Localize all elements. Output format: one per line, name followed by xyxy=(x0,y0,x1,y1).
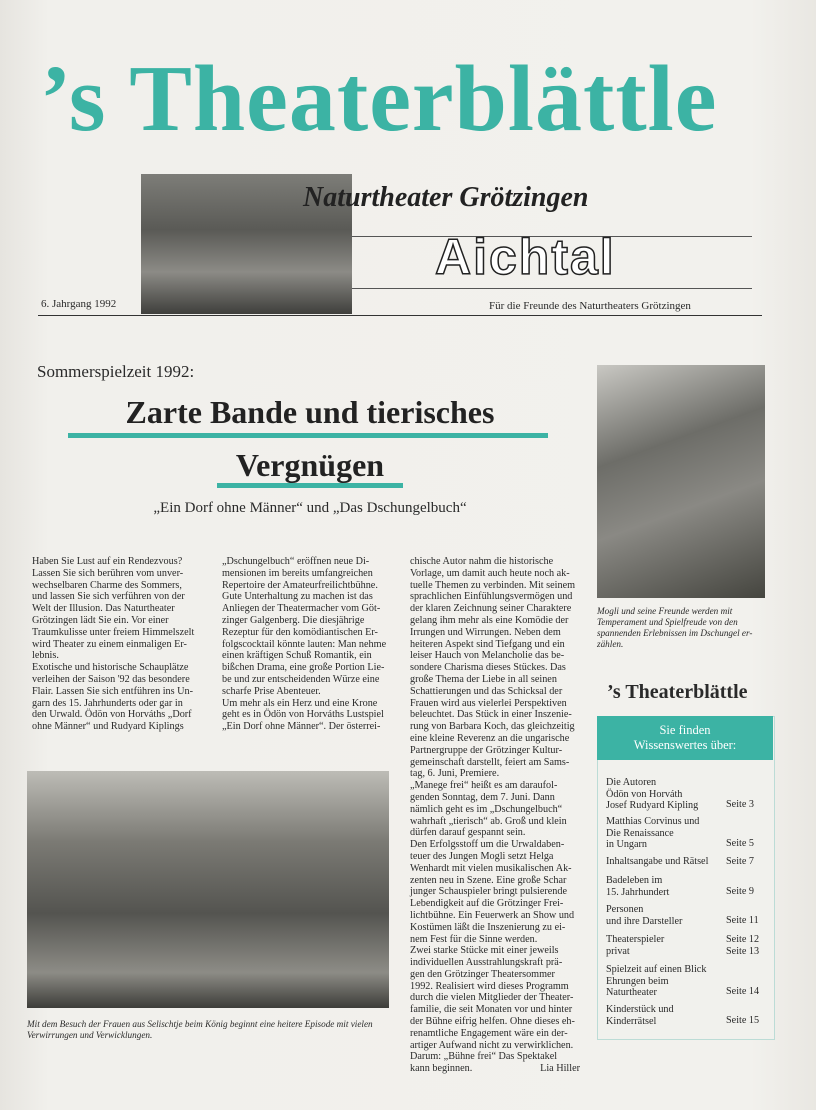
toc-title: Personen und ihre Darsteller xyxy=(606,904,683,927)
text-line: familie, die seit Monaten vor und hinter xyxy=(410,1004,573,1016)
toc-entry xyxy=(606,777,766,817)
text-line: gen den Grötzinger Theatersommer xyxy=(410,968,555,980)
text-line: bißchen Drama, eine große Portion Lie- xyxy=(222,662,385,674)
text-line: chische Autor nahm die historische xyxy=(410,556,554,567)
text-line: Schattierungen und das Schicksal der xyxy=(410,685,563,697)
sidebar-title: ’s Theaterblättle xyxy=(607,681,748,703)
toc-page: Seite 11 xyxy=(726,915,759,926)
stage-caption: Mit dem Besuch der Frauen aus Selischtje beim König beginnt eine heitere Episode mit vielen Verwirrungen und Verwicklungen. xyxy=(27,1019,373,1040)
text-line: Kostümen läßt die Inszenierung zu ei- xyxy=(410,921,566,933)
text-line: Traumkulisse unter freiem Himmelszelt xyxy=(32,626,195,638)
text-line: individuellen Ausstrahlungskraft prä- xyxy=(410,957,563,969)
text-line: tag, 6. Juni, Premiere. xyxy=(410,768,500,780)
text-line: dürfen darauf gespannt sein. xyxy=(410,827,526,839)
text-line: heiteren Aspekt sind Tiefgang und ein xyxy=(410,638,565,650)
text-line: Zwei starke Stücke mit einer jeweils xyxy=(410,945,559,957)
toc-title: Matthias Corvinus und Die Renaissance in Ungarn xyxy=(606,816,700,850)
issue-year: 6. Jahrgang 1992 xyxy=(41,298,117,310)
text-line: Rezeptur für den komödiantischen Er- xyxy=(222,626,378,638)
text-line: „Ein Dorf ohne Männer“. Der österrei- xyxy=(222,721,381,733)
text-line: nem Fest für die Sinne werden. xyxy=(410,933,538,945)
text-line: mensionen im bereits umfangreichen xyxy=(222,567,373,579)
text-line: Anliegen der Theatermacher vom Göt- xyxy=(222,603,381,615)
text-line: be und zur entscheidenden Würze eine xyxy=(222,673,380,685)
toc-page: Seite 5 xyxy=(726,838,755,849)
headline-teal-bar xyxy=(68,433,548,438)
text-line: gemeinschaft darstellt, feiert am Sams- xyxy=(410,756,570,768)
text-line: genden Sonntag, dem 7. Juni. Dann xyxy=(410,791,555,803)
text-line: renamtliche Engagement wäre ein der- xyxy=(410,1027,568,1039)
contents-box-header xyxy=(597,716,773,760)
text-line: Frauen wird aus vielerlei Perspektiven xyxy=(410,697,567,709)
author-name: Lia Hiller xyxy=(540,1063,580,1075)
toc-title: Badeleben im 15. Jahrhundert xyxy=(606,875,670,898)
text-line: junger Schauspieler bringt pulsierende xyxy=(410,886,568,898)
header-rule xyxy=(38,315,762,316)
text-line: wird Theater zu einem einmaligen Er- xyxy=(32,638,187,650)
toc-entry xyxy=(606,904,766,930)
text-line: Den Erfolgsstoff um die Urwaldaben- xyxy=(410,839,565,851)
text-line: lebnis. xyxy=(32,650,59,662)
toc-page: Seite 14 xyxy=(726,986,760,997)
headline-line2: Vergnügen xyxy=(235,447,385,483)
toc-page: Seite 12 Seite 13 xyxy=(726,934,760,957)
article-column-2 xyxy=(222,556,398,733)
article-deck: „Ein Dorf ohne Männer“ und „Das Dschungelbuch“ xyxy=(153,500,467,516)
text-line: scharfe Prise Abenteuer. xyxy=(222,685,321,697)
text-line: wechselbaren Charme des Sommers, xyxy=(32,579,182,591)
text-line: eine kleine Reverenz an die ungarische xyxy=(410,732,570,744)
article-column-1 xyxy=(32,556,208,733)
text-line: Lassen Sie sich berühren vom unver- xyxy=(32,567,184,579)
toc-title: Kinderstück und Kinderrätsel xyxy=(606,1004,674,1027)
text-line: ohne Männer“ und Rudyard Kiplings xyxy=(32,721,184,733)
text-line: sondere Charisma dieses Stückes. Das xyxy=(410,662,566,674)
logo-underline xyxy=(352,288,752,289)
text-line: Lebendigkeit auf die Grötzinger Frei- xyxy=(410,898,564,910)
toc-page: Seite 9 xyxy=(726,886,755,897)
text-line: durch die vielen Mitglieder der Theater- xyxy=(410,992,574,1004)
toc-page: Seite 3 xyxy=(726,799,755,810)
toc-entry xyxy=(606,1004,766,1030)
text-line: Irrungen und Wirrungen. Neben dem xyxy=(410,626,561,638)
text-line: teuer des Jungen Mogli setzt Helga xyxy=(410,850,554,862)
text-line: nämlich geht es im „Dschungelbuch“ xyxy=(410,803,563,815)
text-line: und lassen Sie sich verführen von der xyxy=(32,591,185,603)
text-line: geht es in Ödön von Horváths Lustspiel xyxy=(222,709,384,721)
text-line: Partnergruppe der Grötzinger Kultur- xyxy=(410,744,563,756)
text-line: Grötzingen lädt Sie ein. Vor einer xyxy=(32,614,169,626)
toc-entry xyxy=(606,964,766,1000)
text-line: Exotische und historische Schauplätze xyxy=(32,662,189,674)
text-line: der Bühne eifrig helfen. Ohne dieses eh- xyxy=(410,1016,575,1028)
contents-header-line2: Wissenswertes über: xyxy=(633,738,737,752)
toc-title: Inhaltsangabe und Rätsel xyxy=(606,856,709,867)
text-line: Flair. Lassen Sie sich entführen ins Un- xyxy=(32,685,193,697)
text-line: beleuchtet. Das Stück in einer Inszenie- xyxy=(410,709,572,721)
text-line: Wenhardt mit vielen musikalischen Ak- xyxy=(410,862,572,874)
text-line: der klaren Zeichnung seiner Charaktere xyxy=(410,603,572,615)
toc-page: Seite 7 xyxy=(726,856,755,867)
text-line: lichtbühne. Ein Feuerwerk an Show und xyxy=(410,909,575,921)
text-line: Vorlage, um damit auch heute noch ak- xyxy=(410,567,570,579)
stage-scene-photo xyxy=(27,771,389,1008)
article-column-3 xyxy=(410,556,580,1075)
naturtheater-subtitle: Naturtheater Grötzingen xyxy=(303,182,589,213)
text-line-last xyxy=(410,1063,580,1075)
text-line: sprachlichen Einfühlungsvermögen und xyxy=(410,591,573,603)
toc-entry xyxy=(606,856,766,870)
text-line: leiser Hauch von Melancholie das be- xyxy=(410,650,565,662)
toc-entry xyxy=(606,875,766,901)
text-line: Welt der Illusion. Das Naturtheater xyxy=(32,603,175,615)
toc-entry xyxy=(606,934,766,960)
toc-page: Seite 15 xyxy=(726,1015,760,1026)
text-line: zenten neu in Szene. Eine große Schar xyxy=(410,874,567,886)
text-line: 1992. Realisiert wird dieses Programm xyxy=(410,980,569,992)
text-line: Gute Unterhaltung zu machen ist das xyxy=(222,591,373,603)
text-line: verleihen der Saison '92 das besondere xyxy=(32,673,190,685)
masthead-title: ’s Theaterblättle xyxy=(40,47,718,151)
text-line: „Manege frei“ heißt es am daraufol- xyxy=(410,780,558,792)
mogli-caption: Mogli und seine Freunde werden mit Temperament und Spielfreude von den spannenden Erlebnissen im Dschungel er-zählen. xyxy=(597,606,753,649)
text-line: garn des 15. Jahrhunderts oder gar in xyxy=(32,697,183,709)
text-line: Um mehr als ein Herz und eine Krone xyxy=(222,697,378,709)
text-line: den Urwald. Ödön von Horváths „Dorf xyxy=(32,709,192,721)
toc-entry xyxy=(606,816,766,856)
text-line: tuelle Themen zu verbinden. Mit seinem xyxy=(410,579,576,591)
headline-teal-bar-2 xyxy=(217,483,403,488)
toc-title: Theaterspieler privat xyxy=(606,934,665,957)
text-line: wahrhaft „tierisch“ ab. Groß und klein xyxy=(410,815,567,827)
mogli-photo xyxy=(597,365,765,598)
text-line: zinger Galgenberg. Die diesjährige xyxy=(222,614,365,626)
text-line: Darum: „Bühne frei“ Das Spektakel xyxy=(410,1051,558,1063)
text-line: gelang ihm mehr als eine Komödie der xyxy=(410,614,569,626)
text-line: Haben Sie Lust auf ein Rendezvous? xyxy=(32,556,183,567)
toc-title: Die Autoren Ödön von Horváth Josef Rudyard Kipling xyxy=(606,777,699,811)
closing-line: kann beginnen. xyxy=(410,1063,473,1075)
season-label: Sommerspielzeit 1992: xyxy=(37,362,195,381)
text-line: artiger Aufwand nicht zu verwirklichen. xyxy=(410,1039,574,1051)
tagline: Für die Freunde des Naturtheaters Grötzingen xyxy=(489,300,691,312)
text-line: Repertoire der Amateurfreilichtbühne. xyxy=(222,579,378,591)
text-line: folgscocktail könnte lauten: Man nehme xyxy=(222,638,387,650)
text-line: rung von Barbara Koch, das gleichzeitig xyxy=(410,721,575,733)
text-line: einen kräftigen Schuß Romantik, ein xyxy=(222,650,372,662)
toc-title: Spielzeit auf einen Blick Ehrungen beim Naturtheater xyxy=(606,964,707,998)
headline-line1: Zarte Bande und tierisches xyxy=(125,394,495,430)
text-line: große Thema der Liebe in all seinen xyxy=(410,673,557,685)
text-line: „Dschungelbuch“ eröffnen neue Di- xyxy=(222,556,370,567)
aichtal-logo-word: Aichtal xyxy=(435,229,616,285)
contents-header-line1: Sie finden xyxy=(659,723,711,737)
